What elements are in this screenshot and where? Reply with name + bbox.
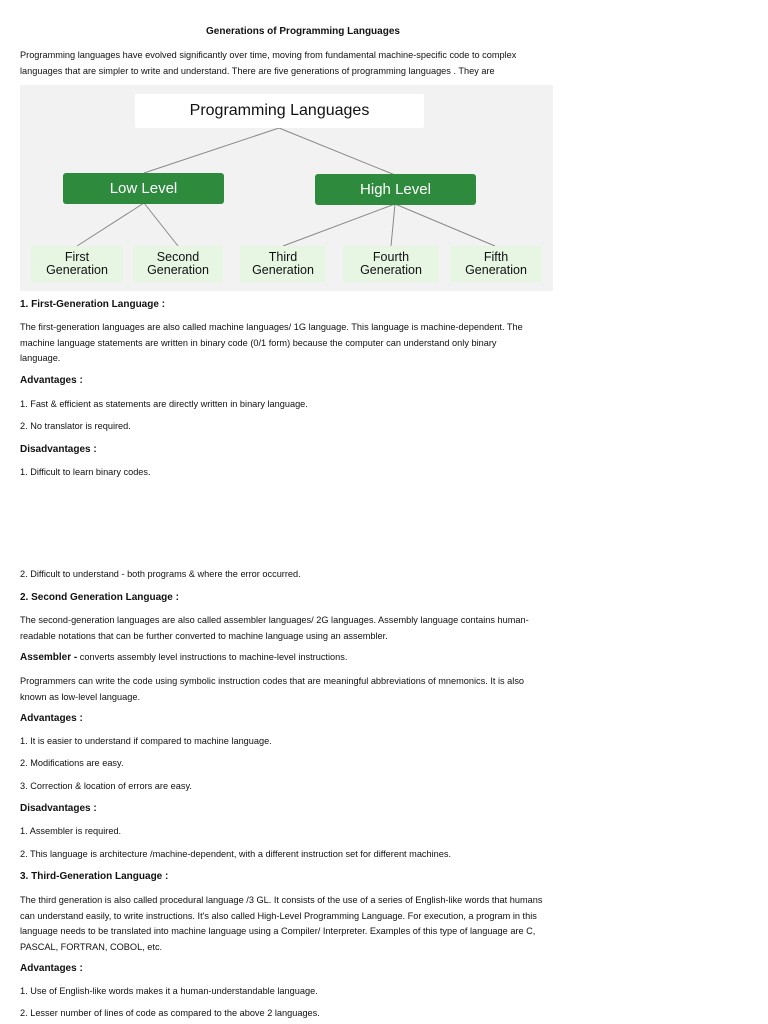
list-item: 1. Assembler is required. [20,826,122,836]
node-second-generation: Second Generation [133,246,223,282]
connector-high-fourth [391,204,395,246]
intro-line: Programming languages have evolved significantly over time, moving from fundamental machine-specific code to complex [20,50,517,60]
connector-low-first [77,203,144,246]
node-first-generation: First Generation [31,246,123,282]
section-heading: 1. First-Generation Language : [20,299,166,310]
section-heading: 2. Second Generation Language : [20,592,179,603]
advantages-heading: Advantages : [20,963,83,974]
list-item: 1. It is easier to understand if compared to machine language. [20,736,272,746]
list-item: 2. Difficult to understand - both programs & where the error occurred. [20,569,301,579]
disadvantages-heading: Disadvantages : [20,444,97,455]
connector-root-low [144,128,279,173]
list-item: 1. Difficult to learn binary codes. [20,467,151,477]
node-fifth-generation: Fifth Generation [450,246,542,282]
page-title: Generations of Programming Languages [206,26,400,37]
list-item: 1. Fast & efficient as statements are directly written in binary language. [20,399,308,409]
connector-high-fifth [395,204,495,246]
gen2-paragraph: The second-generation languages are also called assembler languages/ 2G languages. Assembly language contains human- readable notations that can be further converted to machine language using an assembler. [20,615,529,641]
list-item: 1. Use of English-like words makes it a human-understandable language. [20,986,318,996]
list-item: 2. Lesser number of lines of code as compared to the above 2 languages. [20,1008,320,1018]
node-programming-languages: Programming Languages [135,94,424,128]
gen2-mnemonics-paragraph: Programmers can write the code using symbolic instruction codes that are meaningful abbreviations of mnemonics. It is also known as low-level language. [20,676,525,702]
assembler-definition: Assembler - converts assembly level instructions to machine-level instructions. [20,652,348,663]
generations-diagram [20,85,553,291]
disadvantages-heading: Disadvantages : [20,803,97,814]
advantages-heading: Advantages : [20,375,83,386]
node-fourth-generation: Fourth Generation [343,246,439,282]
list-item: 2. Modifications are easy. [20,758,124,768]
connector-root-high [279,128,395,175]
advantages-heading: Advantages : [20,713,83,724]
list-item: 3. Correction & location of errors are easy. [20,781,192,791]
intro-line: languages that are simpler to write and understand. There are five generations of programming languages . They are [20,65,495,76]
node-third-generation: Third Generation [240,246,326,282]
intro-paragraph [20,48,590,79]
list-item: 2. This language is architecture /machine-dependent, with a different instruction set for different machines. [20,849,452,859]
gen1-paragraph: The first-generation languages are also called machine languages/ 1G language. This language is machine-dependent. The machine language statements are written in binary code (0/1 form) because the computer can understand only binary language. [20,322,523,364]
node-low-level: Low Level [63,173,224,204]
connector-low-second [144,203,178,246]
gen3-paragraph: The third generation is also called procedural language /3 GL. It consists of the use of a series of English-like words that humans can understand easily, to write instructions. It's also called High-Level Programming Language. For execution, a program in this language needs to be translated into machine language using a Compiler/ Interpreter. Examples of this type of language are C, PASCAL, FORTRAN, COBOL, etc. [20,895,543,952]
section-heading: 3. Third-Generation Language : [20,871,169,882]
connector-high-third [283,204,395,246]
node-high-level: High Level [315,174,476,205]
assembler-term: Assembler - [20,652,78,663]
list-item: 2. No translator is required. [20,421,131,431]
